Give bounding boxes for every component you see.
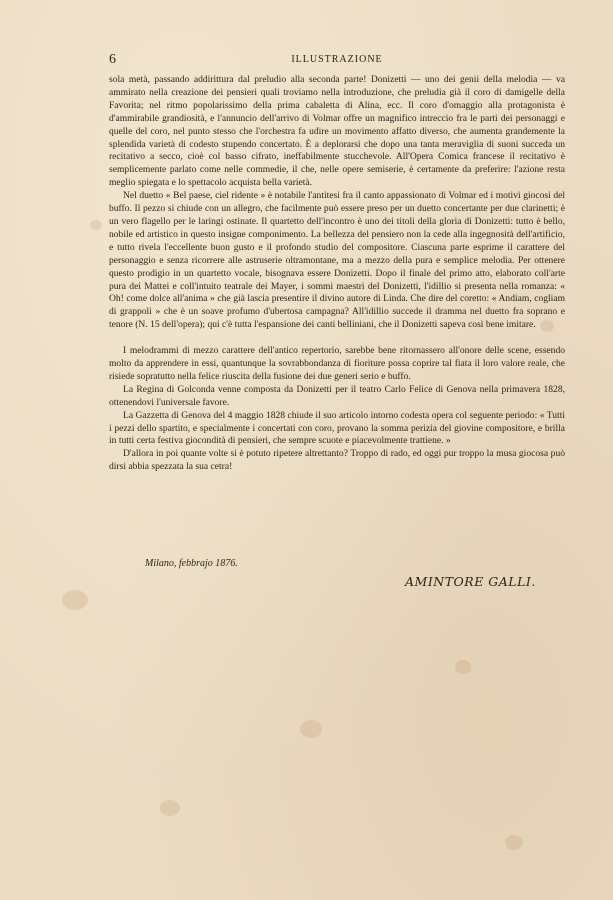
author-signature: AMINTORE GALLI. (405, 574, 536, 589)
foxing-spot (300, 720, 322, 738)
page-number: 6 (109, 52, 116, 67)
body-paragraph: La Regina di Golconda venne composta da Donizetti per il teatro Carlo Felice di Genova nella primavera 1828, ottenendovi l'universale favore. (109, 383, 565, 408)
foxing-spot (505, 835, 523, 850)
foxing-spot (160, 800, 180, 816)
body-paragraph: Nel duetto « Bel paese, ciel ridente » è notabile l'antitesi fra il canto appassionato di Volmar ed i motivi giocosi del buffo. Il pezzo si chiude con un allegro, che facilmente può essere preso per un duetto concertante per due clarinetti; è un vero flagello per le laringi ostinate. Il quartetto dell'incontro è uno dei titoli della gloria di Donizetti: tutto è bello, nobile ed artistico in questo insigne componimento. La bellezza del pensiero non la cede alla ingegnosità dell'artificio, e tutto rivela l'eccellente buon gusto e il profondo studio del compositore. Ciascuna parte esprime il carattere del personaggio e senza ricorrere alle astruserie oltramontane, ma a mezzo della pura e semplice melodia. Per ottenere questo prodigio in un quartetto vocale, bisognava essere Donizetti. Dopo il finale del primo atto, elaborato coll'arte pura dei Mattei e coll'intuito teatrale dei Mayer, i sommi maestri del Donizetti, l'idillio si presenta nella romanza: « Oh! come dolce all'anima » che già lascia presentire il divino autore di Linda. Che dire del coretto: « Andiam, cogliam di grappoli » che è un soave profumo d'ubertosa campagna? All'idillio succede il dramma nel duetto fra soprano e tenore (N. 15 dell'opera); qui c'è tutta l'espansione dei canti belliniani, che il Donizetti sapeva così bene imitare. (109, 190, 565, 331)
running-title: ILLUSTRAZIONE (291, 54, 383, 65)
body-paragraph: I melodrammi di mezzo carattere dell'antico repertorio, sarebbe bene ritornassero all'onore delle scene, essendo molto da apprendere in essi, quantunque la sovrabbondanza di fioriture possa coprire tal fiata il loro valore reale, che risiede sopratutto nella felice riuscita della fusione dei due generi serio e buffo. (109, 345, 565, 382)
body-paragraph: D'allora in poi quante volte si è potuto ripetere altrettanto? Troppo di rado, ed oggi pur troppo la musa giocosa può dirsi abbia spezzata la sua cetra! (109, 448, 565, 473)
dateline: Milano, febbrajo 1876. (145, 558, 238, 569)
foxing-spot (90, 220, 102, 230)
foxing-spot (62, 590, 88, 610)
foxing-spot (455, 660, 471, 674)
page-header (109, 52, 565, 68)
body-paragraph: sola metà, passando addirittura dal preludio alla seconda parte! Donizetti — uno dei genii della melodia — va ammirato nella creazione dei pensieri quali troviamo nella introduzione, che preludia già il coro di damigelle della Favorita; nel ritmo popolarissimo della prima cabaletta di Alina, ecc. Il coro d'omaggio alla protagonista è d'ammirabile grandiosità, e l'annuncio dell'arrivo di Volmar offre un magnifico intreccio fra le parti dei personaggi e quelle del coro, nel punto stesso che l'orchestra fa udire un movimento affatto diverso, che aumenta grandemente la splendida varietà di codesto stupendo concertato. È a deplorarsi che dopo una tanta meraviglia di suoni succeda un recitativo a secco, cioè col basso cifrato, ineffabilmente stucchevole. All'Opera Comica francese il recitativo è semplicemente parlato come nelle commedie, il che, nelle opere semiserie, è certamente da preferire: l'azione resta meglio spiegata e lo spettacolo acquista bella varietà. (109, 74, 565, 189)
article-body (109, 74, 565, 474)
body-paragraph: La Gazzetta di Genova del 4 maggio 1828 chiude il suo articolo intorno codesta opera col seguente periodo: « Tutti i pezzi dello spartito, e specialmente i concertati con coro, provano la somma perizia del giovine compositore, e brilla in tutti certa festiva giocondità di pensieri, che sempre scuote e piacevolmente trattiene. » (109, 409, 565, 447)
